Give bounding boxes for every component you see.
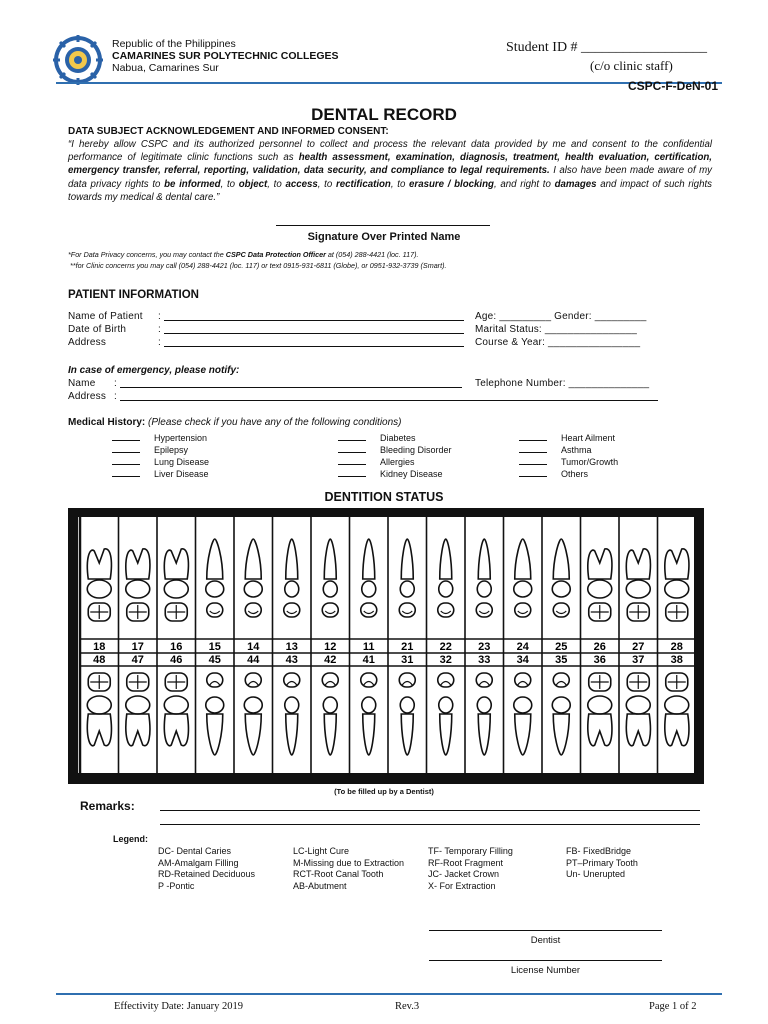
upper-tooth-number: 14 [247,641,260,653]
upper-tooth-root [401,539,413,579]
occlusal-groove [441,611,451,614]
occlusal-groove [441,682,451,686]
dob-label: Date of Birth [68,324,127,335]
upper-tooth-root [440,539,452,579]
lower-tooth-number: 43 [285,654,298,666]
lower-tooth-crown [164,696,188,714]
occlusal-groove [402,682,412,686]
legend-item: RCT-Root Canal Tooth [293,869,384,879]
privacy-note-2: **for Clinic concerns you may call (054) 288-4421 (loc. 117) or text 0915-931-6811 (Globe), or 0951-932-3739 (Smart). [70,261,447,270]
upper-tooth-crown [244,581,262,597]
emergency-name-label: Name [68,378,96,389]
lower-occlusal [207,673,223,687]
upper-tooth-crown [477,581,491,597]
lower-tooth-crown [206,697,224,713]
lower-tooth-number: 31 [401,654,414,666]
lower-tooth-root [164,714,188,746]
lower-tooth-crown [244,697,262,713]
condition-label: Epilepsy [154,445,189,455]
lower-occlusal [284,673,300,687]
legend-item: FB- FixedBridge [566,846,632,856]
legend-item: RD-Retained Deciduous [158,869,256,879]
checkbox-blank[interactable] [112,467,140,477]
legend-col-1 [158,846,255,892]
lower-tooth-root [478,714,490,755]
remarks-line-2[interactable] [160,824,700,825]
condition-label: Diabetes [380,433,416,443]
upper-tooth-root [588,549,612,579]
upper-occlusal [553,603,569,617]
occlusal-groove [556,682,566,686]
legend-col-2 [293,846,404,892]
upper-tooth-crown [126,580,150,598]
legend-item: PT–Primary Tooth [566,857,638,868]
occlusal-groove [479,682,489,686]
condition-label: Hypertension [154,433,208,443]
upper-occlusal [515,603,531,617]
address-field[interactable] [164,346,464,347]
checkbox-blank[interactable] [338,443,366,453]
course-year-field[interactable]: Course & Year: ________________ [475,337,641,348]
legend-label: Legend: [113,834,148,844]
upper-tooth-root [87,549,111,579]
condition-label: Heart Ailment [561,433,616,443]
upper-tooth-crown [439,581,453,597]
consent-heading: DATA SUBJECT ACKNOWLEDGEMENT AND INFORMED CONSENT: [68,126,389,137]
consent-text: “I hereby allow CSPC and its authorized personnel to collect and process the relevant data provided by me and consent to the confidential performance of legitimate clinic functions such as health assessment, examination, diagnosis, treatment, health evaluation, certification, emergency transfer, referral, reporting, validation, data security, and compliance to legal requirements. I also have been made aware of my data privacy rights to be informed, to object, to access, to rectification, to erasure / blocking, and right to damages and impact of such rights towards my medical & dental care.” [68,139,713,203]
upper-tooth-number: 22 [439,641,452,653]
upper-tooth-number: 17 [131,641,144,653]
dob-field[interactable] [164,333,464,334]
remarks-label: Remarks: [80,799,135,813]
condition-label: Others [561,469,589,479]
upper-tooth-root [626,549,650,579]
checkbox-blank[interactable] [519,467,547,477]
upper-tooth-crown [588,580,612,598]
lower-tooth-root [515,714,531,755]
upper-tooth-number: 13 [285,641,298,653]
lower-tooth-root [363,714,375,755]
dentist-fill-note: (To be filled up by a Dentist) [334,787,434,796]
checkbox-blank[interactable] [112,431,140,441]
upper-tooth-number: 24 [516,641,529,653]
lower-tooth-root [324,714,336,755]
teeth-diagram[interactable] [78,517,698,775]
upper-tooth-crown [323,581,337,597]
upper-occlusal [399,603,415,617]
effectivity-date: Effectivity Date: January 2019 [114,1001,243,1012]
emergency-phone-field[interactable]: Telephone Number: ______________ [475,378,650,389]
legend-col-4 [566,846,638,881]
upper-tooth-crown [626,580,650,598]
upper-tooth-number: 12 [324,641,337,653]
emergency-heading: In case of emergency, please notify: [68,365,240,376]
emergency-address-label: Address [68,391,107,402]
lower-tooth-crown [87,696,111,714]
upper-occlusal [207,603,223,617]
lower-tooth-crown [362,697,376,713]
legend-item: P -Pontic [158,880,195,891]
occlusal-groove [287,611,297,614]
college-location: Nabua, Camarines Sur [112,62,219,74]
condition-label: Bleeding Disorder [380,445,452,455]
upper-tooth-number: 23 [478,641,491,653]
lower-tooth-root [245,714,261,755]
lower-tooth-crown [552,697,570,713]
medical-col-3 [519,431,618,479]
revision: Rev.3 [395,1001,420,1012]
lower-tooth-number: 35 [555,654,568,666]
emergency-address-field[interactable] [120,400,658,401]
lower-tooth-root [665,714,689,746]
occlusal-groove [210,682,220,686]
condition-label: Lung Disease [154,457,210,467]
lower-occlusal [322,673,338,687]
checkbox-blank[interactable] [338,467,366,477]
lower-tooth-number: 46 [170,654,183,666]
lower-occlusal [553,673,569,687]
upper-tooth-number: 28 [670,641,683,653]
dentition-heading: DENTITION STATUS [324,490,444,504]
upper-tooth-root [363,539,375,579]
occlusal-groove [479,611,489,614]
lower-occlusal [399,673,415,687]
lower-tooth-crown [285,697,299,713]
legend-col-3 [428,846,513,892]
upper-tooth-crown [362,581,376,597]
lower-tooth-crown [400,697,414,713]
condition-label: Kidney Disease [380,469,443,479]
lower-tooth-number: 32 [439,654,452,666]
legend-item: DC- Dental Caries [158,846,232,856]
lower-tooth-crown [439,697,453,713]
college-seal [52,34,104,86]
legend-item: X- For Extraction [428,880,496,891]
patient-info-heading: PATIENT INFORMATION [68,289,199,301]
upper-tooth-root [126,549,150,579]
upper-occlusal [284,603,300,617]
patient-name-field[interactable] [164,320,464,321]
license-label: License Number [510,965,581,976]
upper-tooth-number: 15 [208,641,221,653]
checkbox-blank[interactable] [519,455,547,465]
upper-tooth-crown [206,581,224,597]
lower-tooth-crown [477,697,491,713]
emergency-name-field[interactable] [120,387,462,388]
occlusal-groove [325,682,335,686]
upper-tooth-crown [552,581,570,597]
upper-occlusal [245,603,261,617]
legend-item: AB-Abutment [293,880,347,891]
address-label: Address [68,337,107,348]
legend-item: M-Missing due to Extraction [293,857,405,868]
legend-item: JC- Jacket Crown [428,869,500,879]
medical-col-1 [112,431,209,479]
lower-tooth-crown [665,696,689,714]
occlusal-groove [518,682,528,686]
legend-item: LC-Light Cure [293,846,350,856]
upper-tooth-root [478,539,490,579]
upper-tooth-crown [87,580,111,598]
page-number: Page 1 of 2 [649,1001,697,1012]
lower-tooth-number: 42 [324,654,337,666]
lower-tooth-root [401,714,413,755]
lower-tooth-number: 37 [632,654,645,666]
checkbox-blank[interactable] [112,443,140,453]
occlusal-groove [210,611,220,614]
lower-tooth-number: 47 [131,654,144,666]
upper-occlusal [476,603,492,617]
lower-tooth-root [588,714,612,746]
upper-occlusal [438,603,454,617]
upper-tooth-root [515,539,531,579]
occlusal-groove [248,611,258,614]
clinic-staff-note: (c/o clinic staff) [590,58,673,73]
upper-tooth-root [665,549,689,579]
upper-tooth-crown [164,580,188,598]
lower-occlusal [515,673,531,687]
upper-tooth-crown [665,580,689,598]
checkbox-blank[interactable] [338,431,366,441]
lower-tooth-root [207,714,223,755]
lower-tooth-root [440,714,452,755]
form-code: CSPC-F-DeN-01 [628,79,719,93]
upper-tooth-number: 18 [93,641,106,653]
upper-tooth-number: 11 [362,641,375,653]
lower-tooth-root [126,714,150,746]
checkbox-blank[interactable] [112,455,140,465]
lower-tooth-number: 48 [93,654,106,666]
header-rule [56,82,722,84]
lower-tooth-crown [514,697,532,713]
upper-tooth-root [286,539,298,579]
legend-item: RF-Root Fragment [428,857,504,868]
page-title: DENTAL RECORD [311,105,457,124]
lower-tooth-number: 41 [362,654,375,666]
checkbox-blank[interactable] [338,455,366,465]
signature-line[interactable] [276,225,490,226]
occlusal-groove [325,611,335,614]
lower-tooth-crown [626,696,650,714]
condition-label: Tumor/Growth [561,457,619,467]
dentist-signature-line[interactable] [429,930,662,931]
upper-occlusal [361,603,377,617]
checkbox-blank[interactable] [519,431,547,441]
lower-tooth-root [626,714,650,746]
occlusal-groove [287,682,297,686]
upper-tooth-crown [514,581,532,597]
upper-occlusal [322,603,338,617]
upper-tooth-number: 27 [632,641,645,653]
condition-label: Asthma [561,445,592,455]
lower-tooth-number: 38 [670,654,683,666]
marital-status-field[interactable]: Marital Status: ________________ [475,324,638,335]
patient-name-label: Name of Patient [68,311,143,322]
lower-tooth-number: 36 [593,654,606,666]
medical-col-2 [338,431,452,479]
lower-occlusal [438,673,454,687]
remarks-line-1[interactable] [160,810,700,811]
lower-occlusal [361,673,377,687]
legend-item: TF- Temporary Filling [428,846,513,856]
student-id-field[interactable]: Student ID # __________________ [506,40,708,55]
republic-text: Republic of the Philippines [112,38,236,50]
footer-rule [56,993,722,995]
dentition-chart[interactable] [68,508,704,784]
medical-history-heading: Medical History: (Please check if you have any of the following conditions) [68,417,402,428]
occlusal-groove [364,682,374,686]
checkbox-blank[interactable] [519,443,547,453]
upper-tooth-crown [400,581,414,597]
upper-tooth-number: 21 [401,641,414,653]
lower-occlusal [476,673,492,687]
lower-tooth-number: 33 [478,654,491,666]
privacy-note-1: *For Data Privacy concerns, you may contact the CSPC Data Protection Officer at (054) 288-4421 (loc. 117). [68,250,419,259]
lower-tooth-number: 44 [247,654,260,666]
lower-tooth-number: 34 [516,654,529,666]
occlusal-groove [364,611,374,614]
lower-occlusal [245,673,261,687]
upper-tooth-number: 26 [593,641,606,653]
upper-tooth-root [207,539,223,579]
upper-tooth-root [164,549,188,579]
legend-item: Un- Unerupted [566,869,626,879]
lower-tooth-number: 45 [208,654,221,666]
condition-label: Liver Disease [154,469,209,479]
college-name: CAMARINES SUR POLYTECHNIC COLLEGES [112,50,339,62]
occlusal-groove [556,611,566,614]
signature-label: Signature Over Printed Name [307,231,461,243]
lower-tooth-crown [126,696,150,714]
legend-item: AM-Amalgam Filling [158,857,239,868]
upper-tooth-number: 16 [170,641,183,653]
upper-tooth-crown [285,581,299,597]
lower-tooth-root [87,714,111,746]
lower-tooth-crown [323,697,337,713]
occlusal-groove [248,682,258,686]
upper-tooth-root [245,539,261,579]
occlusal-groove [518,611,528,614]
lower-tooth-root [286,714,298,755]
age-gender-field[interactable]: Age: _________ Gender: _________ [475,311,647,322]
lower-tooth-crown [588,696,612,714]
lower-tooth-root [553,714,569,755]
upper-tooth-root [553,539,569,579]
occlusal-groove [402,611,412,614]
condition-label: Allergies [380,457,415,467]
license-line[interactable] [429,960,662,961]
upper-tooth-number: 25 [555,641,568,653]
dentist-label: Dentist [530,935,561,946]
upper-tooth-root [324,539,336,579]
